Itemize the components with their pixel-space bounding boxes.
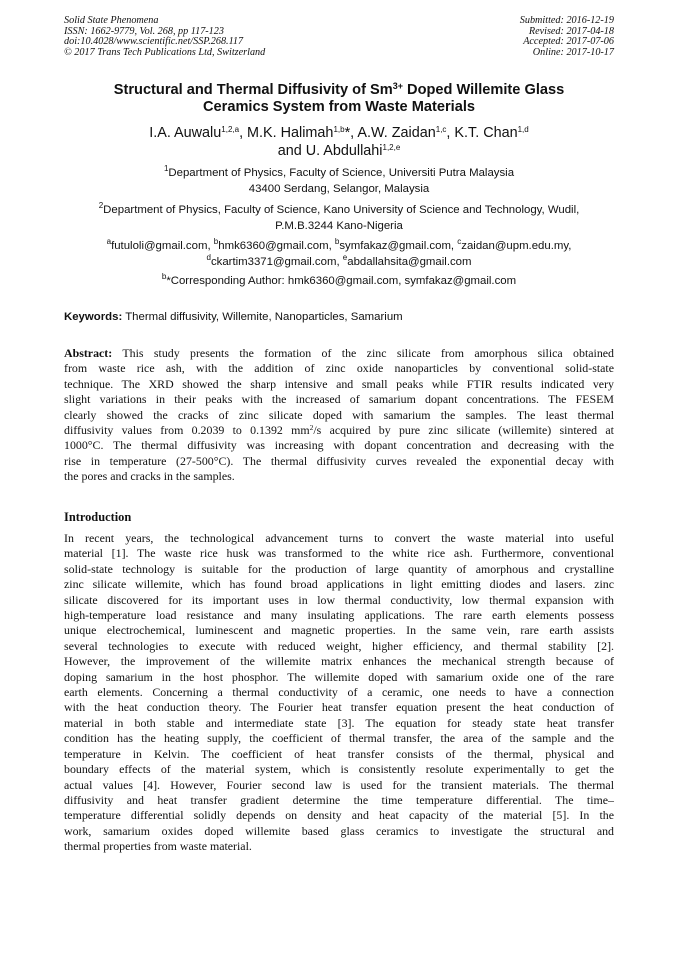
text-line: diffusivity and heat transfer gradient determine the time temperature differential. The time– <box>64 792 614 807</box>
text-line: actual values [4]. However, Fourier second law is used for the transient materials. The thermal <box>64 777 614 792</box>
text-line: temperature in Kelvin. The coefficient of heat transfer consists of the thermal, physical and <box>64 746 614 761</box>
abstract: Abstract: This study presents the formation of the zinc silicate from amorphous silica obtained from waste rice ash, with the addition of zinc oxide nanoparticles by conventional solid-state technique. The XRD showed the sharp intensive and small peaks while FTIR results indicated very slight variations in their peaks with the increased of samarium dopant concentrations. The FESEM clearly showed the cracks of zinc silicate doped with samarium the samples. The least thermal diffusivity values from 0.2039 to 0.1392 $mm^2/s$ acquired by pure zinc silicate (willemite) sintered at 1000°C. The thermal diffusivity was increasing with dopant concentration and decreasing with the rise in temperature (27-500°C). The thermal diffusivity curves revealed the exponential decay with the pores and cracks in the samples. <box>64 346 614 484</box>
abstract-label: Abstract: <box>64 346 113 360</box>
text-line: condition has the heating supply, the coefficient of thermal transfer, the area of the sample and the <box>64 731 614 746</box>
journal-copyright: © 2017 Trans Tech Publications Ltd, Switzerland <box>64 46 266 58</box>
affiliation-1: $^1$Department of Physics, Faculty of Science, Universiti Putra Malaysia 43400 Serdang, Selangor, Malaysia <box>163 164 515 195</box>
introduction-heading: Introduction <box>64 510 132 524</box>
text-line: However, the improvement of the willemite matrix enhances the mechanical strength because of <box>64 654 614 669</box>
text-line: temperature differential solidly depends on density and heat capacity of the material [5]. In the <box>64 808 614 823</box>
date-revised: Revised: 2017-04-18 <box>528 25 614 37</box>
text-line: high-temperature load resistance and many insulating applications. The rare earth elements possess <box>64 608 614 623</box>
journal-doi: doi:10.4028/www.scientific.net/SSP.268.117 <box>64 36 244 48</box>
title-line-1: Structural and Thermal Diffusivity of $Sm^{3+}$ Doped Willemite Glass <box>113 81 565 98</box>
author-emails: $^a$futuloli@gmail.com, $^b$hmk6360@gmail.com, $^b$symfakaz@gmail.com, $^c$zaidan@upm.edu.my, $^d$ckartim3371@gmail.com, $^e$abdallahsita@gmail.com <box>106 237 572 268</box>
text-line: earth elements. Concerning a thermal conductivity of a ceramic, one needs to have a connection <box>64 685 614 700</box>
text-line: material [1]. The waste rice husk was transformed to the white rice ash. Furthermore, conventional <box>64 546 614 561</box>
text-line: zinc silicate willemite, which has found broad applications in light emitting diodes and lasers. zinc <box>64 577 614 592</box>
keywords-text: Thermal diffusivity, Willemite, Nanoparticles, Samarium <box>122 311 403 323</box>
text-line: several technologies to execute with reduced weight, higher efficiency, and thermal stability [2]. <box>64 638 614 653</box>
title-line-2: Ceramics System from Waste Materials <box>203 99 475 115</box>
text-line: with the heat conduction theory. The Fourier heat transfer equation present the heat conduction of <box>64 700 614 715</box>
author-list <box>64 124 614 160</box>
corresponding-author: $^b$*Corresponding Author: hmk6360@gmail.com, symfakaz@gmail.com <box>161 272 517 287</box>
author-line-2: and U. Abdullahi$^{1,2,e}$ <box>277 143 401 159</box>
text-line: boundary effects of the material system, which is consistently resolute experimentally to get the <box>64 762 614 777</box>
text-line: solid-state technology is suitable for the production of large quantity of amorphous and crystalline <box>64 561 614 576</box>
date-online: Online: 2017-10-17 <box>532 46 614 58</box>
paper-title <box>64 82 614 116</box>
text-line: thermal properties from waste material. <box>64 839 252 854</box>
text-line: In recent years, the technological advancement turns to convert the waste material into useful <box>64 531 614 545</box>
journal-info <box>64 16 265 58</box>
introduction-body <box>64 531 614 855</box>
text-line: work, samarium oxides doped willemite based glass ceramics to investigate the structural and <box>64 823 614 838</box>
author-line-1: I.A. Auwalu$^{1,2,a}$, M.K. Halimah$^{1,b}$*, A.W. Zaidan$^{1,c}$, K.T. Chan$^{1,d}$ <box>149 125 529 141</box>
text-line: silicate discovered for its important uses in low thermal conductivity, low thermal expansion with <box>64 592 614 607</box>
date-submitted: Submitted: 2016-12-19 <box>519 15 614 26</box>
journal-name: Solid State Phenomena <box>64 15 159 26</box>
keywords <box>64 310 614 324</box>
submission-dates <box>520 16 614 58</box>
keywords-label: Keywords: <box>64 311 123 323</box>
date-accepted: Accepted: 2017-07-06 <box>523 36 614 48</box>
affiliation-2: $^2$Department of Physics, Faculty of Science, Kano University of Science and Technology, Wudil, P.M.B.3244 Kano-Nigeria <box>98 201 580 232</box>
text-line: unique electrochemical, luminescent and magnetic properties. In the same vein, rare earth assists <box>64 623 614 638</box>
journal-issn: ISSN: 1662-9779, Vol. 268, pp 117-123 <box>64 25 224 37</box>
text-line: material in both stable and intermediate state [3]. The equation for steady state heat transfer <box>64 715 614 730</box>
text-line: doping samarium in the host phosphor. The willemite doped with samarium oxide one of the rare <box>64 669 614 684</box>
